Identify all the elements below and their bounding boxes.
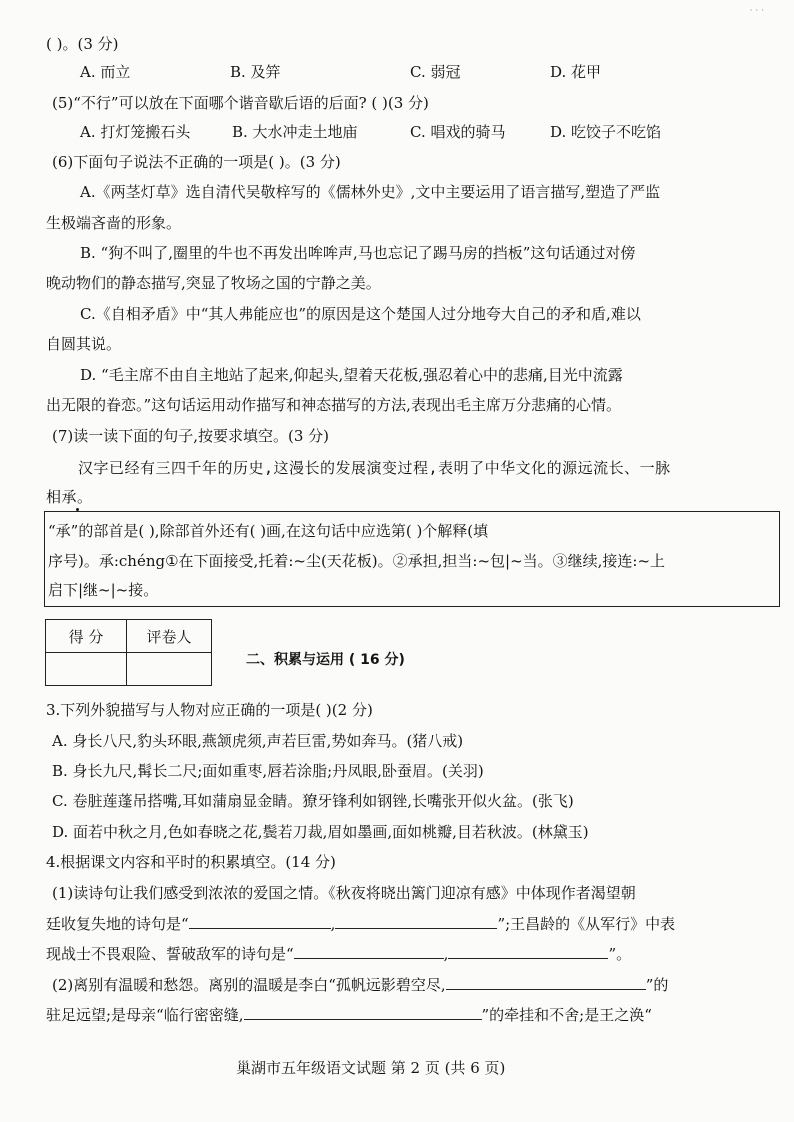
- answer-blank[interactable]: [335, 913, 497, 929]
- option-b: B. 大水冲走土地庙: [232, 123, 358, 141]
- q4-part1-line3: 现战士不畏艰险、誓破敌军的诗句是“ , ”。: [46, 945, 632, 963]
- q5-options: [80, 122, 720, 142]
- q7-text: (7)读一读下面的句子,按要求填空。(3 分): [52, 427, 330, 445]
- grader-cell[interactable]: [127, 653, 212, 686]
- page-footer: 巢湖市五年级语文试题 第 2 页 (共 6 页): [236, 1059, 506, 1077]
- score-cell[interactable]: [46, 653, 127, 686]
- q4-part2-line1: (2)离别有温暖和愁怨。离别的温暖是李白“孤帆远影碧空尽, ”的: [52, 976, 669, 994]
- q4-part2-line2: 驻足远望;是母亲“临行密密缝, ”的牵挂和不舍;是王之涣“: [46, 1006, 652, 1024]
- q3-option-b: B. 身长九尺,髯长二尺;面如重枣,唇若涂脂;丹凤眼,卧蚕眉。(关羽): [52, 762, 484, 780]
- option-c: C. 弱冠: [410, 63, 461, 81]
- q6-option-a-line1: A.《两茎灯草》选自清代吴敬梓写的《儒林外史》,文中主要运用了语言描写,塑造了严监: [80, 183, 661, 201]
- q7-box-line2: 序号)。承:chéng①在下面接受,托着:~尘(天花板)。②承担,担当:~包|~当。③继续,接连:~上: [48, 552, 666, 570]
- q7-passage-line2: 相承。: [46, 488, 93, 506]
- score-header: 得 分: [46, 620, 127, 653]
- q4-part1-line1: (1)读诗句让我们感受到浓浓的爱国之情。《秋夜将晓出篱门迎凉有感》中体现作者渴望朝: [52, 884, 636, 902]
- answer-blank[interactable]: [446, 974, 646, 990]
- corner-mark: · · ·: [749, 6, 764, 16]
- q7-passage-line1: 汉字已经有三四千年的历史,这漫长的发展演变过程,表明了中华文化的源远流长、一脉: [78, 459, 671, 477]
- option-a: A. 而立: [80, 63, 131, 81]
- option-a: A. 打灯笼搬石头: [80, 123, 191, 141]
- q3-option-a: A. 身长八尺,豹头环眼,燕颔虎须,声若巨雷,势如奔马。(猪八戒): [52, 732, 464, 750]
- q6-option-d-line2: 出无限的眷恋。”这句话运用动作描写和神态描写的方法,表现出毛主席万分悲痛的心情。: [46, 396, 621, 414]
- q6-text: (6)下面句子说法不正确的一项是( )。(3 分): [52, 153, 341, 171]
- score-table: [45, 619, 212, 686]
- q3-option-c: C. 卷脏莲蓬吊搭嘴,耳如蒲扇显金睛。獠牙锋利如钢锉,长嘴张开似火盆。(张飞): [52, 792, 574, 810]
- q3-text: 3.下列外貌描写与人物对应正确的一项是( )(2 分): [46, 701, 373, 719]
- q4-tail-text: ( )。(3 分): [46, 35, 119, 53]
- answer-blank[interactable]: [448, 943, 608, 959]
- q4-part1-line2: 廷收复失地的诗句是“ , ”;王昌龄的《从军行》中表: [46, 915, 676, 933]
- option-d: D. 花甲: [550, 63, 602, 81]
- answer-blank[interactable]: [189, 913, 331, 929]
- answer-blank[interactable]: [244, 1004, 482, 1020]
- q6-option-c-line2: 自圆其说。: [46, 335, 122, 353]
- q6-option-b-line2: 晚动物们的静态描写,突显了牧场之国的宁静之美。: [46, 274, 381, 292]
- option-c: C. 唱戏的骑马: [410, 123, 506, 141]
- q3-option-d: D. 面若中秋之月,色如春晓之花,鬓若刀裁,眉如墨画,面如桃瓣,目若秋波。(林黛玉): [52, 823, 589, 841]
- section-title: 二、积累与运用 ( 16 分): [246, 652, 405, 668]
- q6-option-a-line2: 生极端吝啬的形象。: [46, 214, 182, 232]
- q7-box-line1: “承”的部首是( ),除部首外还有( )画,在这句话中应选第( )个解释(填: [48, 522, 489, 540]
- option-b: B. 及笄: [230, 63, 281, 81]
- q4-tail-options: [80, 62, 720, 82]
- q6-option-d-line1: D. “毛主席不由自主地站了起来,仰起头,望着天花板,强忍着心中的悲痛,目光中流露: [80, 366, 623, 384]
- q6-option-b-line1: B. “狗不叫了,圈里的牛也不再发出哞哞声,马也忘记了踢马房的挡板”这句话通过对傍: [80, 244, 636, 262]
- answer-blank[interactable]: [294, 943, 444, 959]
- q5-text: (5)“不行”可以放在下面哪个谐音歇后语的后面? ( )(3 分): [52, 94, 429, 112]
- q6-option-c-line1: C.《自相矛盾》中“其人弗能应也”的原因是这个楚国人过分地夸大自己的矛和盾,难以: [80, 305, 641, 323]
- q4-text: 4.根据课文内容和平时的积累填空。(14 分): [46, 853, 336, 871]
- q7-box-line3: 启下|继~|~接。: [48, 581, 159, 599]
- option-d: D. 吃饺子不吃馅: [550, 123, 662, 141]
- grader-header: 评卷人: [127, 620, 212, 653]
